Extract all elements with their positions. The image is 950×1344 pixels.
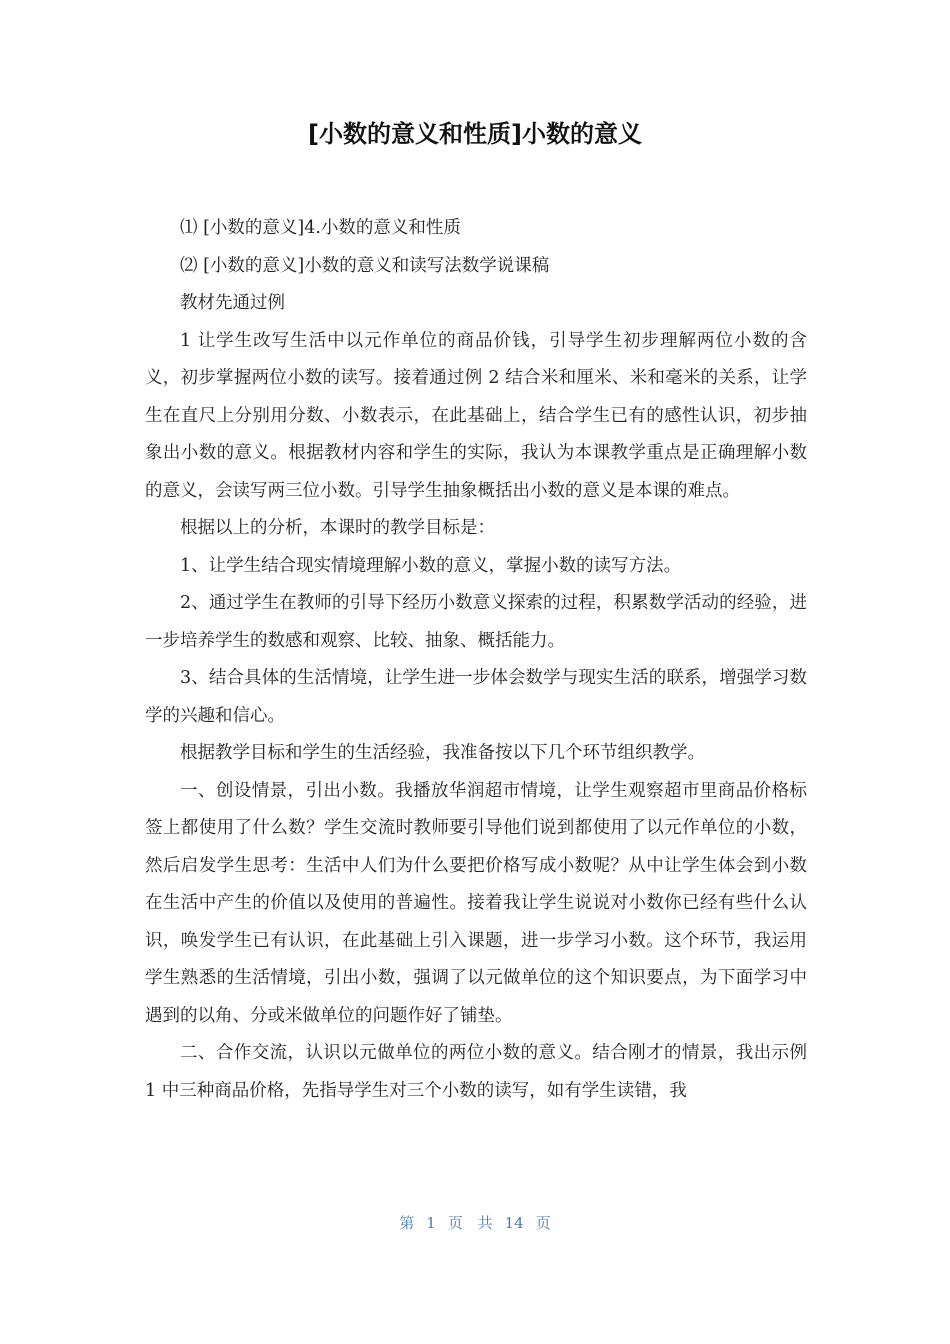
document-body: [145, 210, 807, 1110]
page-suffix: 页: [535, 1214, 551, 1232]
paragraph: 二、合作交流，认识以元做单位的两位小数的意义。结合刚才的情景，我出示例 1 中三种商品价格，先指导学生对三个小数的读写，如有学生读错，我: [145, 1043, 807, 1101]
page-footer: [0, 1212, 950, 1233]
paragraph: 根据以上的分析，本课时的教学目标是：: [180, 518, 495, 538]
paragraph: ⑴ [小数的意义]4.小数的意义和性质: [180, 218, 461, 238]
document-title: [小数的意义和性质]小数的意义: [308, 120, 642, 148]
paragraph: 教材先通过例: [180, 293, 285, 313]
paragraph: 1 让学生改写生活中以元作单位的商品价钱，引导学生初步理解两位小数的含义，初步掌握两位小数的读写。接着通过例 2 结合米和厘米、米和毫米的关系，让学生在直尺上分别用分数、小数表示，在此基础上，结合学生已有的感性认识，初步抽象出小数的意义。根据教材内容和学生的实际，我认为本课教学重点是正确理解小数的意义，会读写两三位小数。引导学生抽象概括出小数的意义是本课的难点。: [145, 330, 807, 501]
paragraph: 1、让学生结合现实情境理解小数的意义，掌握小数的读写方法。: [180, 555, 682, 576]
page-total: 14: [504, 1214, 524, 1232]
paragraph: ⑵ [小数的意义]小数的意义和读写法数学说课稿: [180, 255, 550, 276]
page-prefix: 第: [399, 1214, 415, 1232]
paragraph: 2、通过学生在教师的引导下经历小数意义探索的过程，积累数学活动的经验，进一步培养学生的数感和观察、比较、抽象、概括能力。: [145, 593, 807, 651]
paragraph: 根据教学目标和学生的生活经验，我准备按以下几个环节组织教学。: [180, 743, 705, 763]
page-number: 1: [426, 1214, 436, 1232]
paragraph: 一、创设情景，引出小数。我播放华润超市情境，让学生观察超市里商品价格标签上都使用了什么数？学生交流时教师要引导他们说到都使用了以元作单位的小数，然后启发学生思考：生活中人们为什么要把价格写成小数呢？从中让学生体会到小数在生活中产生的价值以及使用的普遍性。接着我让学生说说对小数你已经有些什么认识，唤发学生已有认识，在此基础上引入课题，进一步学习小数。这个环节，我运用学生熟悉的生活情境，引出小数，强调了以元做单位的这个知识要点，为下面学习中遇到的以角、分或米做单位的问题作好了铺垫。: [145, 780, 807, 1026]
page-middle: 页 共: [447, 1214, 493, 1232]
paragraph: 3、结合具体的生活情境，让学生进一步体会数学与现实生活的联系，增强学习数学的兴趣和信心。: [145, 668, 807, 726]
